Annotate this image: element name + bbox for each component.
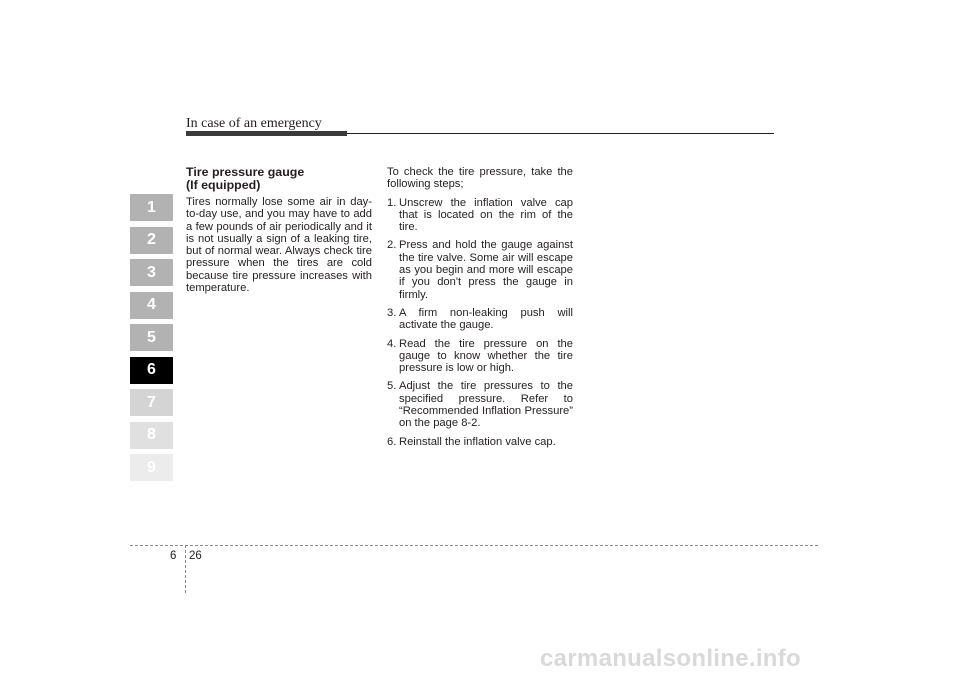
chapter-tab-label: 4 [147,296,156,313]
chapter-tab-6-active[interactable] [130,357,173,384]
right-column [387,166,573,454]
chapter-tab-3[interactable] [130,259,173,286]
section-title-line1: Tire pressure gauge [186,165,305,179]
steps-list [387,197,573,448]
section-title [186,166,372,192]
step-number: 3. [387,306,397,319]
steps-intro: To check the tire pressure, take the following steps; [387,166,573,191]
chapter-tab-label: 7 [147,393,156,411]
section-body: Tires normally lose some air in day-to-day use, and you may have to add a few pounds of air periodically and it is not usually a sign of a leaking tire, but of normal wear. Always check tire pressure when the tires are cold because tire pressure increases with temperature. [186,196,372,295]
chapter-tab-label: 3 [147,263,156,281]
chapter-tab-label: 8 [147,426,156,443]
section-title-line2: (If equipped) [186,178,261,192]
step-text: Adjust the tire pressures to the specified pressure. Refer to “Recommended Inflation Pressure” on the page 8-2. [399,380,573,430]
step-item [387,197,573,234]
step-number: 6. [387,435,397,448]
step-item [387,307,573,332]
step-number: 5. [387,380,397,393]
footer-page-number: 26 [189,550,202,562]
chapter-tab-4[interactable] [130,292,173,319]
chapter-tab-7[interactable] [130,389,173,416]
footer-chapter-number: 6 [170,550,177,562]
chapter-tab-label: 1 [147,198,156,216]
chapter-tab-5[interactable] [130,324,173,351]
chapter-tabs [130,194,173,487]
step-text: Read the tire pressure on the gauge to know whether the tire pressure is low or high. [399,337,573,375]
step-item [387,338,573,375]
step-item [387,239,573,300]
chapter-header-title: In case of an emergency [186,116,322,131]
step-text: Reinstall the inflation valve cap. [399,435,556,448]
left-column [186,166,372,300]
chapter-tab-label: 9 [147,458,156,476]
chapter-tab-2[interactable] [130,227,173,254]
chapter-tab-label: 2 [147,231,156,248]
step-number: 1. [387,196,397,209]
watermark: carmanualsonline.info [540,645,802,672]
footer-rule [130,545,818,546]
step-item [387,380,573,429]
chapter-tab-label: 5 [147,328,156,346]
chapter-tab-1[interactable] [130,194,173,221]
header-rule-accent [186,131,347,136]
step-text: Press and hold the gauge against the tire valve. Some air will escape as you begin and more will escape if you don't press the gauge in firmly. [399,239,573,301]
step-text: A firm non-leaking push will activate the gauge. [399,306,573,332]
step-item [387,436,573,448]
chapter-tab-9[interactable] [130,454,173,481]
step-number: 2. [387,239,397,252]
step-number: 4. [387,337,397,350]
footer-divider [185,545,186,593]
chapter-tab-8[interactable] [130,422,173,449]
step-text: Unscrew the inflation valve cap that is located on the rim of the tire. [399,196,573,234]
chapter-tab-label: 6 [147,361,156,378]
